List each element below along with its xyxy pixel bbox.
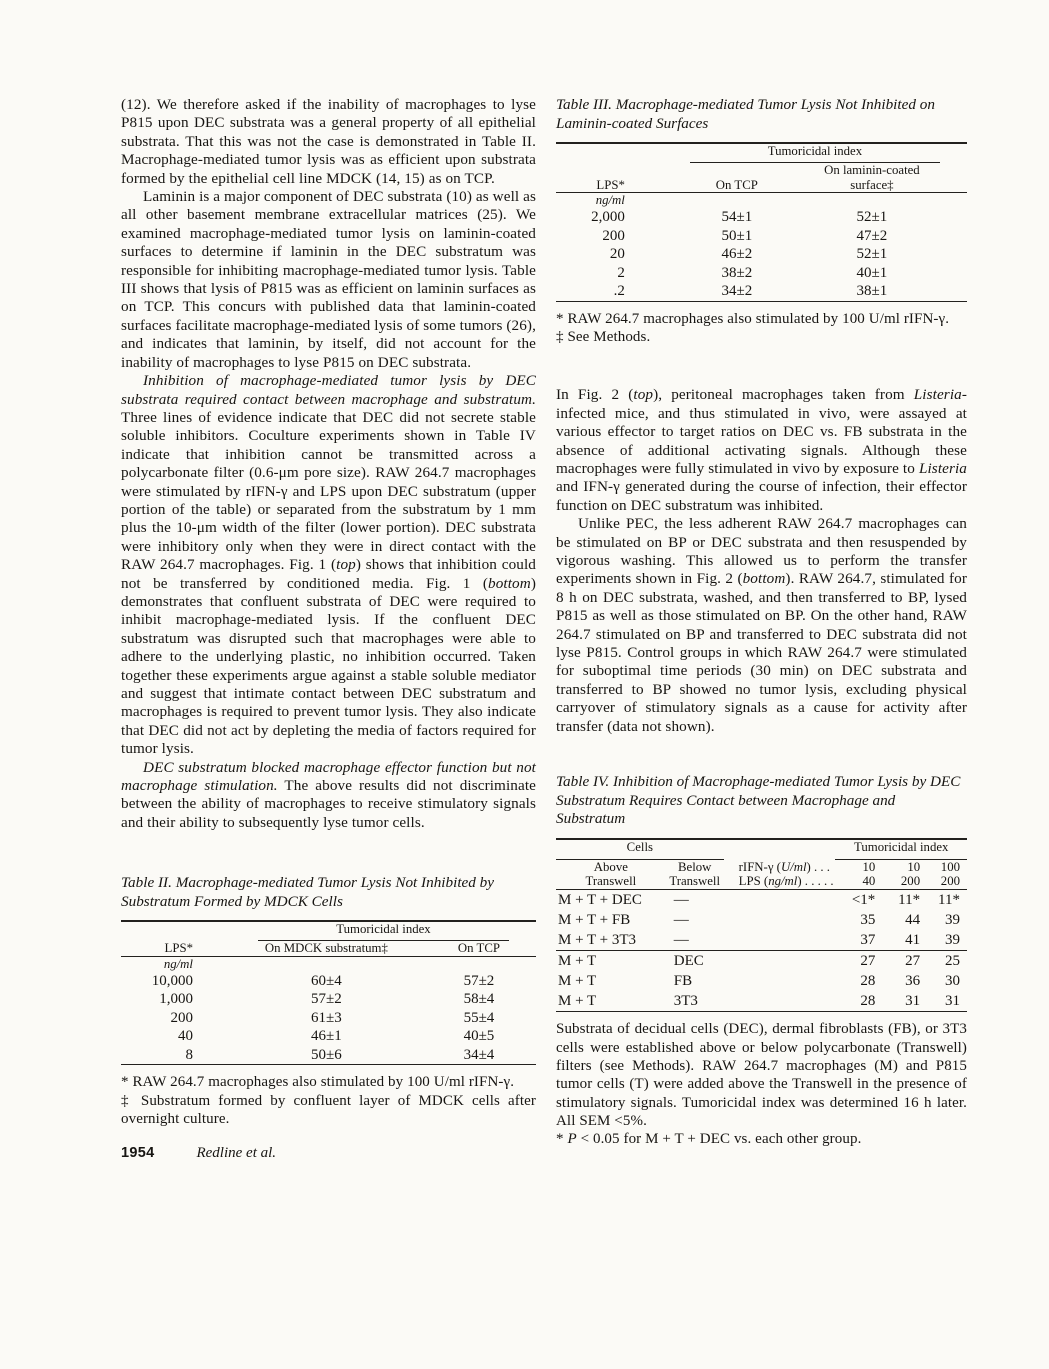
cell: 2,000	[591, 209, 625, 226]
paragraph-6: Unlike PEC, the less adherent RAW 264.7 macrophages can be stimulated on BP or DEC substrata and then resuspended by vigorous washing. This allowed us to perform the transfer experiments shown in Fig. 2 (bottom). RAW 264.7, stimulated for 8 h on DEC substrata, washed, and then transferred to BP, lysed P815 as well as those stimulated on BP. On the other hand, RAW 264.7 stimulated on BP and transferred to DEC substrata did not lyse P815. Control groups in which RAW 264.7 were stimulated for suboptimal time periods (30 min) on DEC substrata and transferred to BP showed no tumor lysis, excluding physical carryover of stimulatory signals as a cause for activity after transfer (data not shown).	[556, 515, 967, 735]
table-row	[556, 282, 967, 301]
paragraph-4: DEC substratum blocked macrophage effector function but not macrophage stimulation. The above results did not discriminate between the ability of macrophages to receive stimulatory signals and their ability to subsequently lyse tumor cells.	[121, 758, 536, 831]
cell: 200	[602, 227, 625, 244]
cell: 47±2	[856, 227, 888, 244]
table-row	[556, 951, 967, 972]
cell: 46±2	[721, 246, 753, 263]
cell: 55±4	[463, 1009, 495, 1026]
table-2-block	[121, 874, 536, 1128]
cell: M + T + 3T3	[558, 931, 637, 948]
cell: 57±2	[311, 991, 342, 1008]
cell: 28	[860, 972, 876, 989]
table-3-block	[556, 96, 967, 346]
cell: 11*	[938, 891, 960, 908]
cell: 40	[177, 1028, 193, 1045]
table-row	[556, 889, 967, 910]
column-header: On MDCK substratum‡	[231, 941, 422, 956]
cell: <1*	[851, 891, 876, 908]
tumoricidal-index-spanner: Tumoricidal index	[835, 839, 967, 860]
cell: 11*	[898, 891, 921, 908]
table-4	[556, 838, 967, 1013]
cell: M + T	[558, 972, 597, 989]
cell: 8	[185, 1046, 193, 1063]
table-row	[556, 264, 967, 283]
cell: 40±1	[856, 264, 888, 281]
table-2-unit-row	[121, 956, 536, 972]
table-2-title: Table II. Macrophage-mediated Tumor Lysis Not Inhibited by Substratum Formed by MDCK Cells	[121, 874, 495, 910]
cell: 39	[945, 911, 960, 928]
cell: 58±4	[463, 991, 495, 1008]
table-row	[556, 991, 967, 1012]
cell: .2	[613, 283, 625, 300]
cell: M + T + DEC	[558, 891, 642, 908]
footnote: Substrata of decidual cells (DEC), dermal fibroblasts (FB), or 3T3 cells were established above or below polycarbonate (Transwell) filters (see Methods). RAW 264.7 macrophages (M) and P815 tumor cells (T) were added above the Transwell in the presence of stimulatory signals. Tumoricidal index was determined 16 h later. All SEM <5%.	[556, 1021, 967, 1129]
running-authors: Redline et al.	[196, 1145, 277, 1162]
dose-column: 100 200	[920, 859, 967, 889]
paragraph-1: (12). We therefore asked if the inability of macrophages to lyse P815 upon DEC substrata was a general property of all epithelial substrata. That this was not the case is demonstrated in Table II. Macrophage-mediated tumor lysis was as efficient upon substrata formed by the epithelial cell line MDCK (14, 15) as on TCP.	[121, 96, 536, 187]
cell: 37	[860, 931, 876, 948]
table-row	[556, 245, 967, 264]
cell: 38±1	[856, 283, 888, 300]
table-row	[556, 930, 967, 951]
cell: 38±2	[721, 264, 753, 281]
cell: M + T	[558, 993, 597, 1010]
cell: 31	[945, 993, 960, 1010]
table-row	[556, 910, 967, 930]
table-2-spanner-row	[121, 921, 536, 941]
table-3-title: Table III. Macrophage-mediated Tumor Lysis Not Inhibited on Laminin-coated Surfaces	[556, 96, 935, 132]
cell: 20	[609, 246, 625, 263]
table-row	[556, 208, 967, 227]
table-2-spanner: Tumoricidal index	[231, 921, 536, 941]
table-3-footnotes	[556, 310, 967, 347]
cell: DEC	[666, 951, 724, 972]
table-3	[556, 142, 967, 302]
cell: 46±1	[311, 1028, 342, 1045]
column-header: Below Transwell	[666, 859, 724, 889]
cell: 34±2	[721, 283, 753, 300]
column-header: On TCP	[422, 941, 536, 956]
footnote: ‡ See Methods.	[556, 328, 651, 345]
unit-label: ng/ml	[595, 193, 625, 208]
cell: 35	[860, 911, 876, 928]
table-4-footnotes	[556, 1020, 967, 1148]
cell: 36	[905, 972, 921, 989]
table-3-header-row	[556, 163, 967, 193]
paragraph-5: In Fig. 2 (top), peritoneal macrophages taken from Listeria-infected mice, and thus stimulated in vivo, were assayed at various effector to target ratios on DEC vs. FB substrata in the absence of additional activating signals. Although these macrophages were fully stimulated in vivo by exposure to Listeria and IFN-γ generated during the course of infection, their effector function on DEC substratum was inhibited.	[556, 386, 967, 514]
table-4-spanner-row	[556, 839, 967, 860]
cell: 54±1	[721, 209, 753, 226]
table-row	[121, 972, 536, 991]
table-row	[121, 1009, 536, 1028]
cell: 10,000	[151, 972, 193, 989]
cell: 60±4	[311, 972, 342, 989]
table-row	[121, 990, 536, 1009]
right-column	[556, 96, 967, 1162]
table-row	[556, 971, 967, 991]
cell: 61±3	[311, 1009, 342, 1026]
table-3-unit-row	[556, 193, 967, 209]
column-header: Above Transwell	[556, 859, 666, 889]
cell: 27	[875, 951, 920, 972]
cells-spanner: Cells	[556, 839, 724, 860]
dose-column: 10 200	[875, 859, 920, 889]
footnote: ‡ Substratum formed by confluent layer of MDCK cells after overnight culture.	[121, 1092, 536, 1128]
cell: 34±4	[463, 1046, 495, 1063]
cell: FB	[673, 972, 693, 989]
cell: —	[673, 911, 689, 928]
footnote: * RAW 264.7 macrophages also stimulated by 100 U/ml rIFN-γ.	[556, 310, 950, 327]
table-2-header-row	[121, 941, 536, 956]
page-footer	[121, 1145, 536, 1162]
dose-column: 10 40	[835, 859, 875, 889]
footnote: * P < 0.05 for M + T + DEC vs. each other group.	[556, 1131, 862, 1148]
table-4-title: Table IV. Inhibition of Macrophage-mediated Tumor Lysis by DEC Substratum Requires Contact between Macrophage and Substratum	[556, 773, 961, 828]
cell: 30	[945, 972, 960, 989]
table-2-footnotes	[121, 1073, 536, 1128]
table-4-header-row	[556, 859, 967, 889]
paragraph-3: Inhibition of macrophage-mediated tumor lysis by DEC substrata required contact between macrophage and substratum. Three lines of evidence indicate that DEC did not secrete stable soluble inhibitors. Coculture experiments shown in Table IV indicate that inhibition cannot be transmitted across a polycarbonate filter (0.6-μm pore size). RAW 264.7 macrophages were stimulated by rIFN-γ and LPS upon DEC substratum (upper portion of the table) or separated from the substratum by 1 mm plus the 10-μm width of the filter (lower portion). DEC substrata were inhibitory only when they were in direct contact with the RAW 264.7 macrophages. Fig. 1 (top) shows that inhibition could not be transferred by conditioned media. Fig. 1 (bottom) demonstrates that confluent substrata of DEC were required to inhibit macrophage-mediated lysis. If the confluent DEC substratum was disrupted such that macrophages were able to adhere to the underlying plastic, no inhibition occurred. Taken together these experiments argue against a stable soluble mediator and suggest that intimate contact between DEC substratum and macrophages is required to prevent tumor lysis. They also indicate that DEC did not act by depleting the media of factors required for tumor lysis.	[121, 372, 536, 758]
unit-label: ng/ml	[163, 956, 193, 971]
table-row	[121, 1027, 536, 1046]
cell: 57±2	[463, 972, 495, 989]
cell: 25	[920, 951, 967, 972]
footnote: * RAW 264.7 macrophages also stimulated by 100 U/ml rIFN-γ.	[121, 1074, 515, 1091]
column-header: On laminin-coated surface‡	[811, 163, 967, 193]
cell: 3T3	[673, 993, 698, 1010]
cell: 52±1	[856, 246, 888, 263]
stimuli-header: rIFN-γ (U/ml) . . . LPS (ng/ml) . . . . .	[724, 859, 836, 889]
table-4-block	[556, 773, 967, 1148]
cell: M + T	[556, 951, 666, 972]
column-header: LPS*	[556, 163, 663, 193]
cell: M + T + FB	[558, 911, 631, 928]
cell: 40±5	[463, 1028, 495, 1045]
cell: 50±6	[311, 1046, 342, 1063]
cell: 27	[835, 951, 875, 972]
table-2	[121, 920, 536, 1065]
cell: 1,000	[159, 991, 193, 1008]
cell: 28	[860, 993, 876, 1010]
column-header: LPS*	[121, 941, 231, 956]
cell: 200	[170, 1009, 193, 1026]
table-row	[556, 227, 967, 246]
cell: —	[673, 891, 689, 908]
cell: 44	[905, 911, 921, 928]
page-number: 1954	[121, 1145, 155, 1162]
cell: 52±1	[856, 209, 888, 226]
cell: 39	[945, 931, 960, 948]
cell: —	[673, 931, 689, 948]
cell: 31	[905, 993, 921, 1010]
table-3-spanner: Tumoricidal index	[663, 143, 967, 163]
left-column	[121, 96, 536, 1162]
cell: 50±1	[721, 227, 753, 244]
cell: 41	[905, 931, 921, 948]
paragraph-2: Laminin is a major component of DEC substrata (10) as well as all other basement membrane extracellular matrices (25). We examined macrophage-mediated tumor lysis on laminin-coated surfaces to determine if laminin in the DEC substratum was responsible for inhibiting macrophage-mediated tumor lysis. Table III shows that lysis of P815 was as efficient on laminin surfaces as on TCP. This concurs with published data that laminin-coated surfaces facilitate macrophage-mediated lysis of some tumors (26), and indicates that laminin, by itself, did not account for the inability of macrophages to lyse P815 on DEC substrata.	[121, 188, 536, 371]
column-header: On TCP	[663, 163, 811, 193]
table-row	[121, 1046, 536, 1065]
table-3-spanner-row	[556, 143, 967, 163]
cell: 2	[617, 264, 625, 281]
